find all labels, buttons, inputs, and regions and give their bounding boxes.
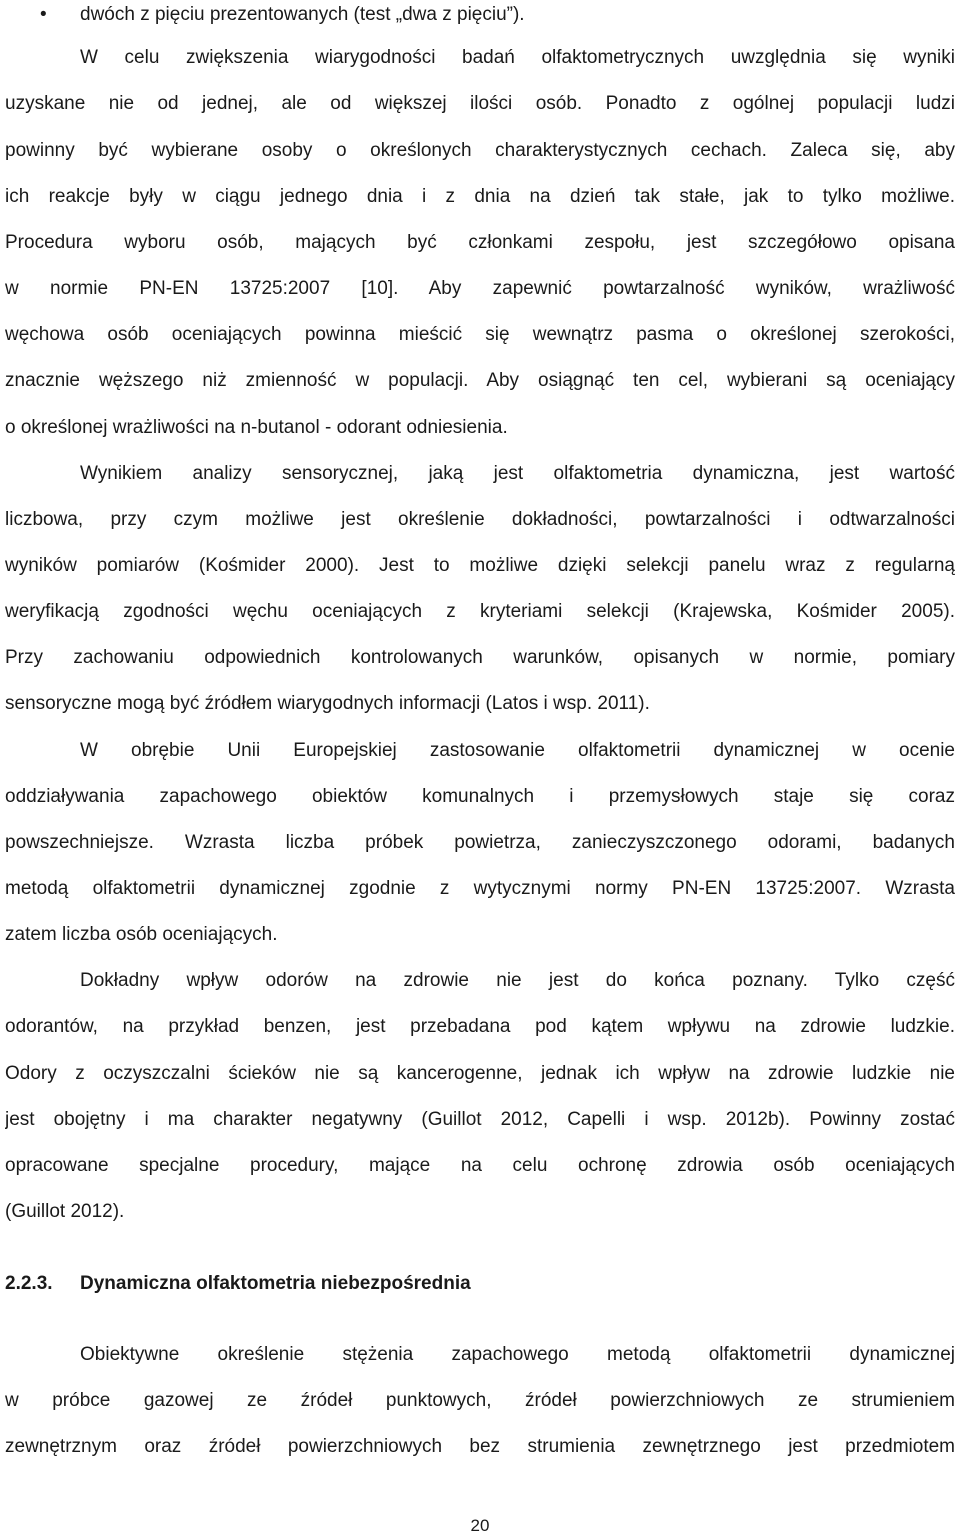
paragraph-1-line-6: w normie PN-EN 13725:2007 [10]. Aby zapewnić powtarzalność wyników, wrażliwość: [5, 278, 955, 299]
bullet-item-text: dwóch z pięciu prezentowanych (test „dwa z pięciu”).: [80, 4, 525, 25]
paragraph-1-line-8: znacznie węższego niż zmienność w populacji. Aby osiągnąć ten cel, wybierani są oceniający: [5, 370, 955, 391]
paragraph-3-line-3: powszechniejsze. Wzrasta liczba próbek powietrza, zanieczyszczonego odorami, badanych: [5, 832, 955, 853]
paragraph-2-line-3: wyników pomiarów (Kośmider 2000). Jest to możliwe dzięki selekcji panelu wraz z regularną: [5, 555, 955, 576]
page-number: 20: [470, 1516, 490, 1535]
paragraph-3-line-4: metodą olfaktometrii dynamicznej zgodnie z wytycznymi normy PN-EN 13725:2007. Wzrasta: [5, 878, 955, 899]
section-paragraph-line-1: Obiektywne określenie stężenia zapachowego metodą olfaktometrii dynamicznej: [80, 1344, 955, 1365]
section-paragraph-line-2: w próbce gazowej ze źródeł punktowych, źródeł powierzchniowych ze strumieniem: [5, 1390, 955, 1411]
paragraph-1-line-5: Procedura wyboru osób, mających być członkami zespołu, jest szczegółowo opisana: [5, 232, 955, 253]
paragraph-4-line-4: jest obojętny i ma charakter negatywny (Guillot 2012, Capelli i wsp. 2012b). Powinny zostać: [5, 1109, 955, 1130]
paragraph-2-line-5: Przy zachowaniu odpowiednich kontrolowanych warunków, opisanych w normie, pomiary: [5, 647, 955, 668]
section-paragraph-line-3: zewnętrznym oraz źródeł powierzchniowych bez strumienia zewnętrznego jest przedmiotem: [5, 1436, 955, 1457]
paragraph-1-line-9: o określonej wrażliwości na n-butanol - odorant odniesienia.: [5, 417, 508, 438]
paragraph-4-line-5: opracowane specjalne procedury, mające na celu ochronę zdrowia osób oceniających: [5, 1155, 955, 1176]
paragraph-1-line-2: uzyskane nie od jednej, ale od większej ilości osób. Ponadto z ogólnej populacji ludzi: [5, 93, 955, 114]
paragraph-2-line-4: weryfikacją zgodności węchu oceniających z kryteriami selekcji (Krajewska, Kośmider 2005).: [5, 601, 955, 622]
paragraph-1-line-7: węchowa osób oceniających powinna mieścić się wewnątrz pasma o określonej szerokości,: [5, 324, 955, 345]
paragraph-2-line-2: liczbowa, przy czym możliwe jest określenie dokładności, powtarzalności i odtwarzalności: [5, 509, 955, 530]
section-title: Dynamiczna olfaktometria niebezpośrednia: [80, 1273, 471, 1294]
paragraph-4-line-3: Odory z oczyszczalni ścieków nie są kancerogenne, jednak ich wpływ na zdrowie ludzkie nie: [5, 1063, 955, 1084]
paragraph-4-line-6: (Guillot 2012).: [5, 1201, 125, 1222]
paragraph-1-line-1: W celu zwiększenia wiarygodności badań olfaktometrycznych uwzględnia się wyniki: [80, 47, 955, 68]
paragraph-3-line-2: oddziaływania zapachowego obiektów komunalnych i przemysłowych staje się coraz: [5, 786, 955, 807]
paragraph-2-line-6: sensoryczne mogą być źródłem wiarygodnych informacji (Latos i wsp. 2011).: [5, 693, 650, 714]
paragraph-3-line-5: zatem liczba osób oceniających.: [5, 924, 278, 945]
paragraph-2-line-1: Wynikiem analizy sensorycznej, jaką jest olfaktometria dynamiczna, jest wartość: [80, 463, 955, 484]
paragraph-3-line-1: W obrębie Unii Europejskiej zastosowanie olfaktometrii dynamicznej w ocenie: [80, 740, 955, 761]
paragraph-4-line-2: odorantów, na przykład benzen, jest przebadana pod kątem wpływu na zdrowie ludzkie.: [5, 1016, 955, 1037]
paragraph-1-line-4: ich reakcje były w ciągu jednego dnia i z dnia na dzień tak stałe, jak to tylko możliwe.: [5, 186, 955, 207]
bullet-icon: •: [40, 4, 47, 25]
paragraph-4-line-1: Dokładny wpływ odorów na zdrowie nie jest do końca poznany. Tylko część: [80, 970, 955, 991]
paragraph-1-line-3: powinny być wybierane osoby o określonych charakterystycznych cechach. Zaleca się, aby: [5, 140, 955, 161]
section-heading: [5, 1272, 471, 1296]
section-number: 2.2.3.: [5, 1273, 53, 1294]
